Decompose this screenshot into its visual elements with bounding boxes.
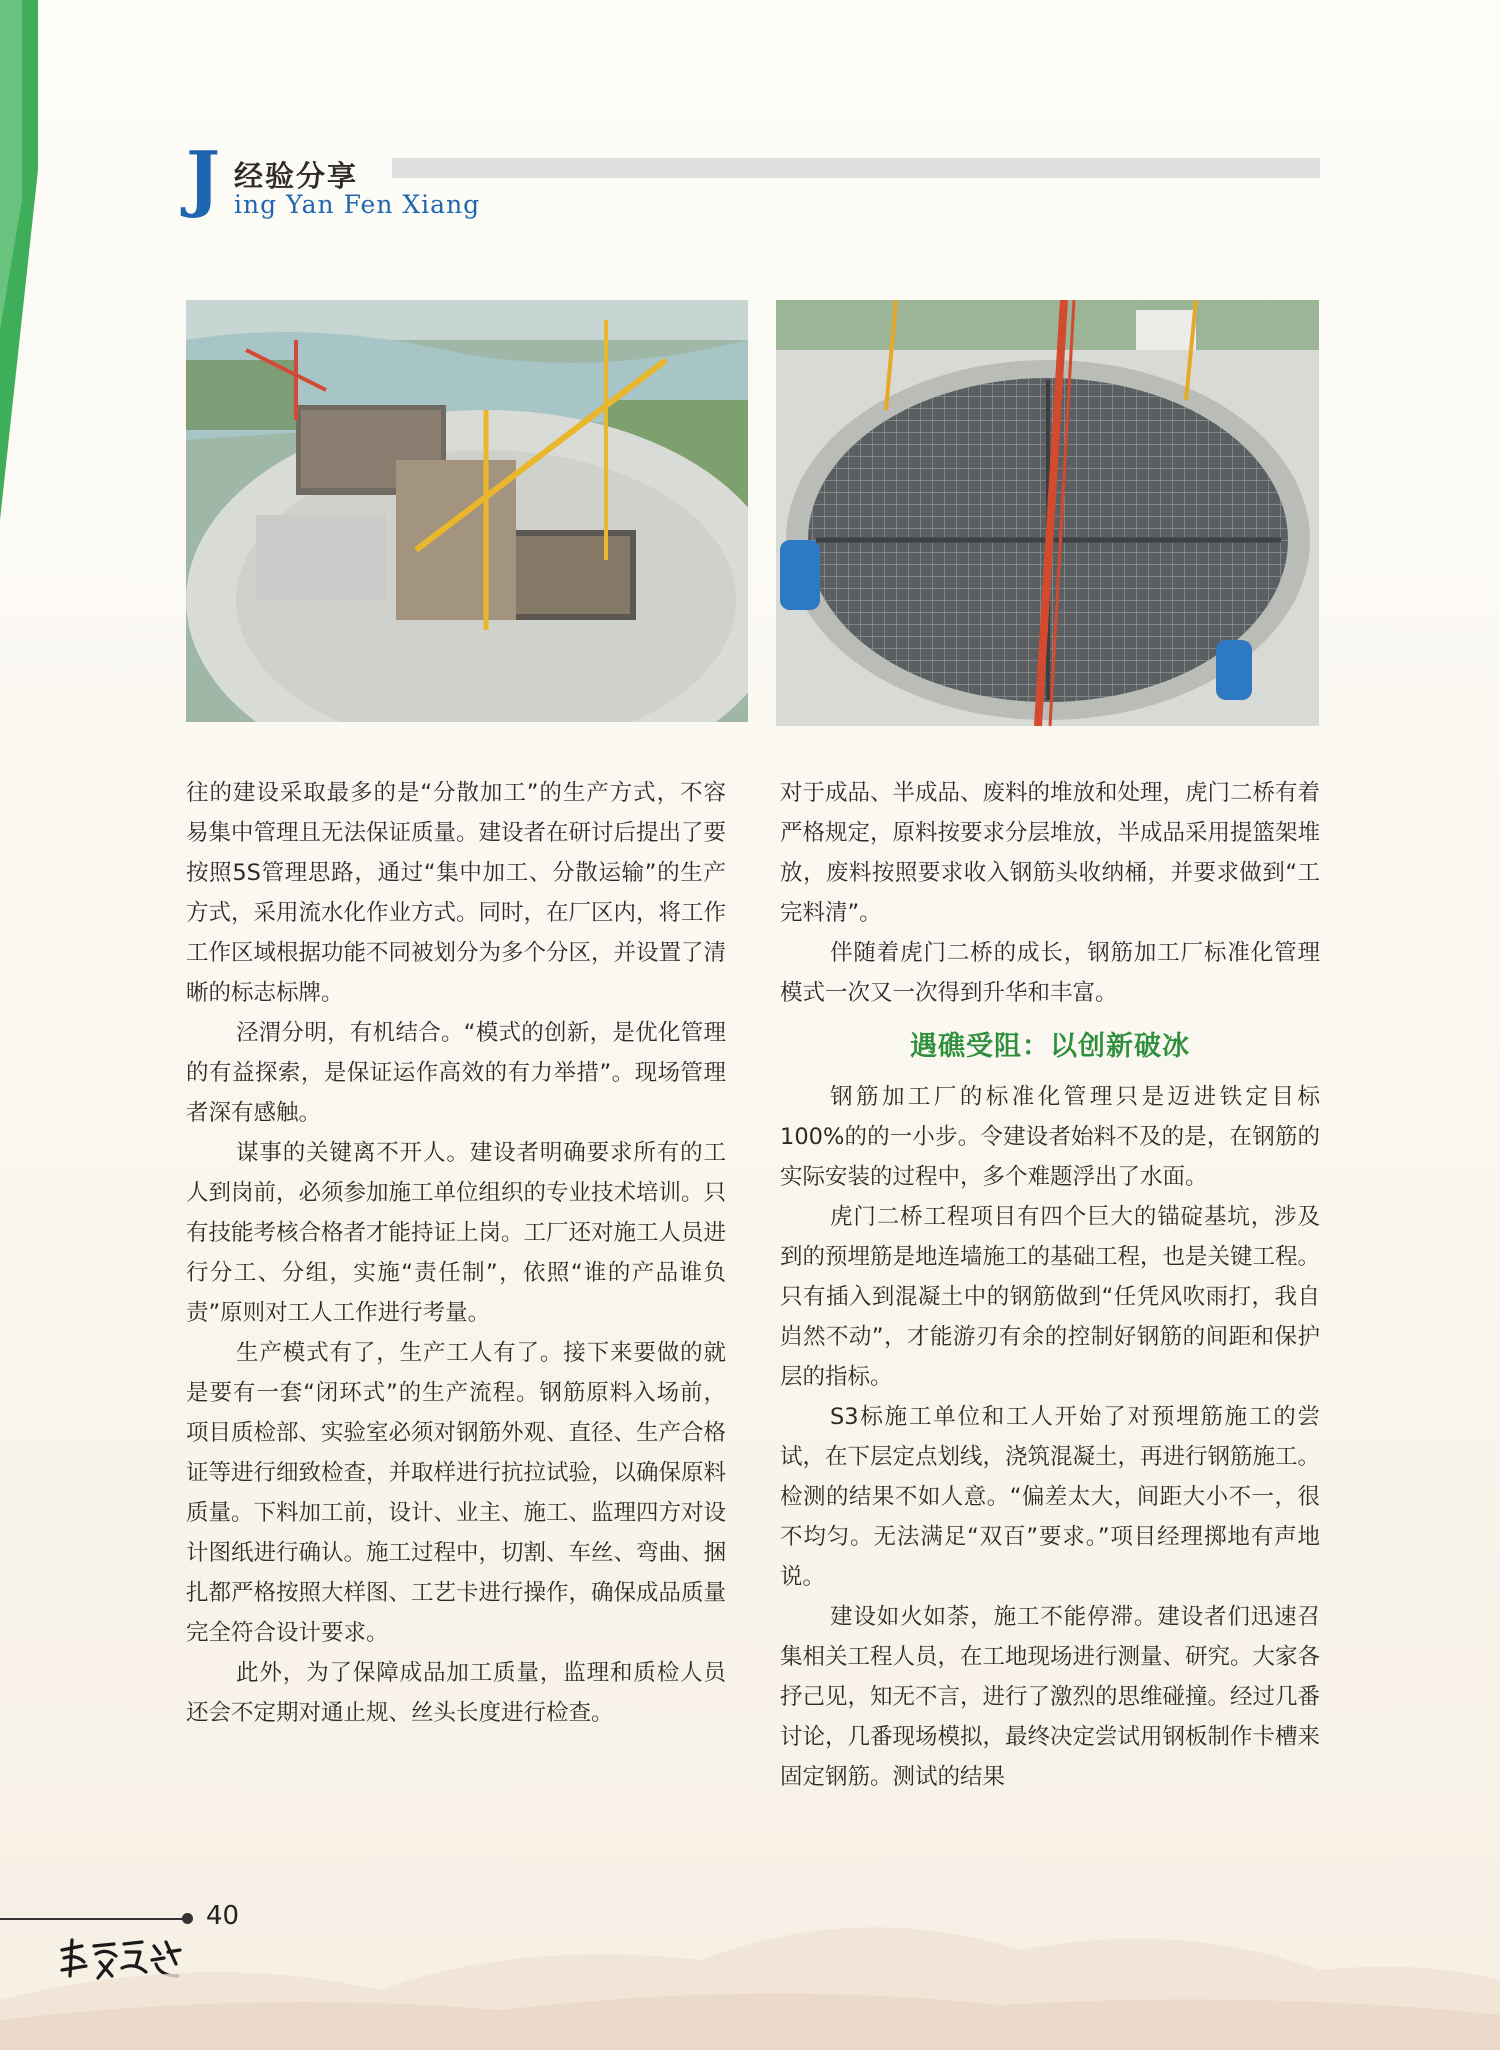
rebar-foundation-aerial-photo <box>776 300 1319 726</box>
right-paragraph-5: S3标施工单位和工人开始了对预埋筋施工的尝试，在下层定点划线，浇筑混凝土，再进行钢筋施工。检测的结果不如人意。“偏差太大，间距大小不一，很不均匀。无法满足“双百”要求。”项目经理掷地有声地说。 <box>780 1404 1321 1590</box>
right-text-column <box>780 773 1320 1797</box>
left-paragraph-1: 往的建设采取最多的是“分散加工”的生产方式，不容易集中管理且无法保证质量。建设者在研讨后提出了要按照5S管理思路，通过“集中加工、分散运输”的生产方式，采用流水化作业方式。同时，在厂区内，将工作工作区域根据功能不同被划分为多个分区，并设置了清晰的标志标牌。 <box>186 780 727 1006</box>
section-header <box>186 135 1320 220</box>
construction-site-aerial-photo <box>186 300 748 722</box>
right-paragraph-2: 伴随着虎门二桥的成长，钢筋加工厂标准化管理模式一次又一次得到升华和丰富。 <box>780 940 1320 1006</box>
header-subtitle: ing Yan Fen Xiang <box>234 190 481 219</box>
left-text-column <box>186 773 726 1733</box>
decorative-hills-background <box>0 1880 1500 2050</box>
left-paragraph-4: 生产模式有了，生产工人有了。接下来要做的就是要有一套“闭环式”的生产流程。钢筋原料入场前，项目质检部、实验室必须对钢筋外观、直径、生产合格证等进行细致检查，并取样进行抗拉试验，以确保原料质量。下料加工前，设计、业主、施工、监理四方对设计图纸进行确认。施工过程中，切割、车丝、弯曲、捆扎都严格按照大样图、工艺卡进行操作，确保成品质量完全符合设计要求。 <box>186 1340 727 1646</box>
right-paragraph-3: 钢筋加工厂的标准化管理只是迈进铁定目标100%的的一小步。令建设者始料不及的是，在钢筋的实际安装的过程中，多个难题浮出了水面。 <box>780 1084 1320 1190</box>
header-gray-bar <box>392 158 1320 178</box>
section-heading: 遇礁受阻：以创新破冰 <box>910 1031 1190 1062</box>
right-paragraph-1: 对于成品、半成品、废料的堆放和处理，虎门二桥有着严格规定，原料按要求分层堆放，半成品采用提篮架堆放，废料按照要求收入钢筋头收纳桶，并要求做到“工完料清”。 <box>780 780 1321 926</box>
left-paragraph-3: 谋事的关键离不开人。建设者明确要求所有的工人到岗前，必须参加施工单位组织的专业技术培训。只有技能考核合格者才能持证上岗。工厂还对施工人员进行分工、分组，实施“责任制”，依照“谁的产品谁负责”原则对工人工作进行考量。 <box>186 1140 727 1326</box>
header-initial: J <box>186 135 221 220</box>
green-ribbon-decoration <box>0 0 60 520</box>
page-number: 40 <box>206 1901 240 1931</box>
right-paragraph-6: 建设如火如荼，施工不能停滞。建设者们迅速召集相关工程人员，在工地现场进行测量、研究。大家各抒己见，知无不言，进行了激烈的思维碰撞。经过几番讨论，几番现场模拟，最终决定尝试用钢板制作卡槽来固定钢筋。测试的结果 <box>780 1604 1321 1790</box>
left-paragraph-2: 泾渭分明，有机结合。“模式的创新，是优化管理的有益探索，是保证运作高效的有力举措”。现场管理者深有感触。 <box>186 1020 726 1126</box>
header-title: 经验分享 <box>234 159 359 193</box>
left-paragraph-5: 此外，为了保障成品加工质量，监理和质检人员还会不定期对通止规、丝头长度进行检查。 <box>186 1660 726 1726</box>
right-paragraph-4: 虎门二桥工程项目有四个巨大的锚碇基坑，涉及到的预埋筋是地连墙施工的基础工程，也是关键工程。只有插入到混凝土中的钢筋做到“任凭风吹雨打，我自岿然不动”，才能游刃有余的控制好钢筋的间距和保护层的指标。 <box>780 1204 1321 1390</box>
